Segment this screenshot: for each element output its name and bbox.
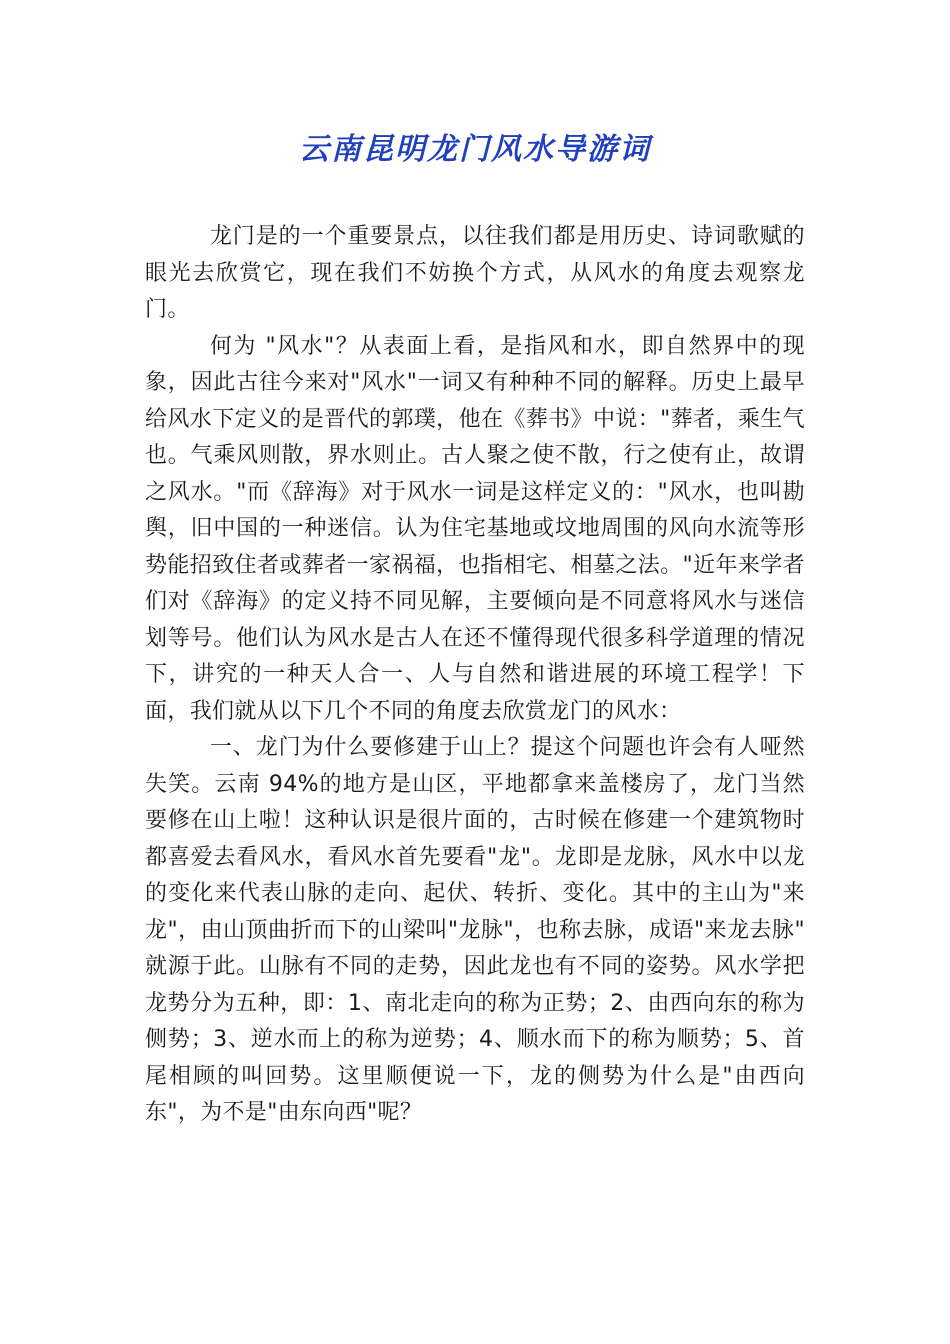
paragraph-why-on-mountain: 一、龙门为什么要修建于山上？提这个问题也许会有人哑然失笑。云南 94%的地方是山区，平地都拿来盖楼房了，龙门当然要修在山上啦！这种认识是很片面的，古时候在修建一个建筑物时都喜爱去看风水，看风水首先要看"龙"。龙即是龙脉，风水中以龙的变化来代表山脉的走向、起伏、转折、变化。其中的主山为"来龙"，由山顶曲折而下的山梁叫"龙脉"，也称去脉，成语"来龙去脉" 就源于此。山脉有不同的走势，因此龙也有不同的姿势。风水学把龙势分为五种，即：1、南北走向的称为正势；2、由西向东的称为侧势；3、逆水而上的称为逆势；4、顺水而下的称为顺势；5、首尾相顾的叫回势。这里顺便说一下，龙的侧势为什么是"由西向东"，为不是"由东向西"呢？ <box>145 735 805 1125</box>
paragraph-fengshui-definition: 何为 "风水"？从表面上看，是指风和水，即自然界中的现象，因此古往今来对"风水"一词又有种种不同的解释。历史上最早给风水下定义的是晋代的郭璞，他在《葬书》中说："葬者，乘生气也。气乘风则散，界水则止。古人聚之使不散，行之使有止，故谓之风水。"而《辞海》对于风水一词是这样定义的："风水，也叫勘舆，旧中国的一种迷信。认为住宅基地或坟地周围的风向水流等形势能招致住者或葬者一家祸福，也指相宅、相墓之法。"近年来学者们对《辞海》的定义持不同见解，主要倾向是不同意将风水与迷信划等号。他们认为风水是古人在还不懂得现代很多科学道理的情况下，讲究的一种天人合一、人与自然和谐进展的环境工程学！下面，我们就从以下几个不同的角度去欣赏龙门的风水： <box>145 333 805 724</box>
document-title: 云南昆明龙门风水导游词 <box>299 132 651 167</box>
paragraph-intro: 龙门是的一个重要景点，以往我们都是用历史、诗词歌赋的眼光去欣赏它，现在我们不妨换个方式，从风水的角度去观察龙门。 <box>145 224 805 322</box>
document-body <box>145 219 805 1132</box>
